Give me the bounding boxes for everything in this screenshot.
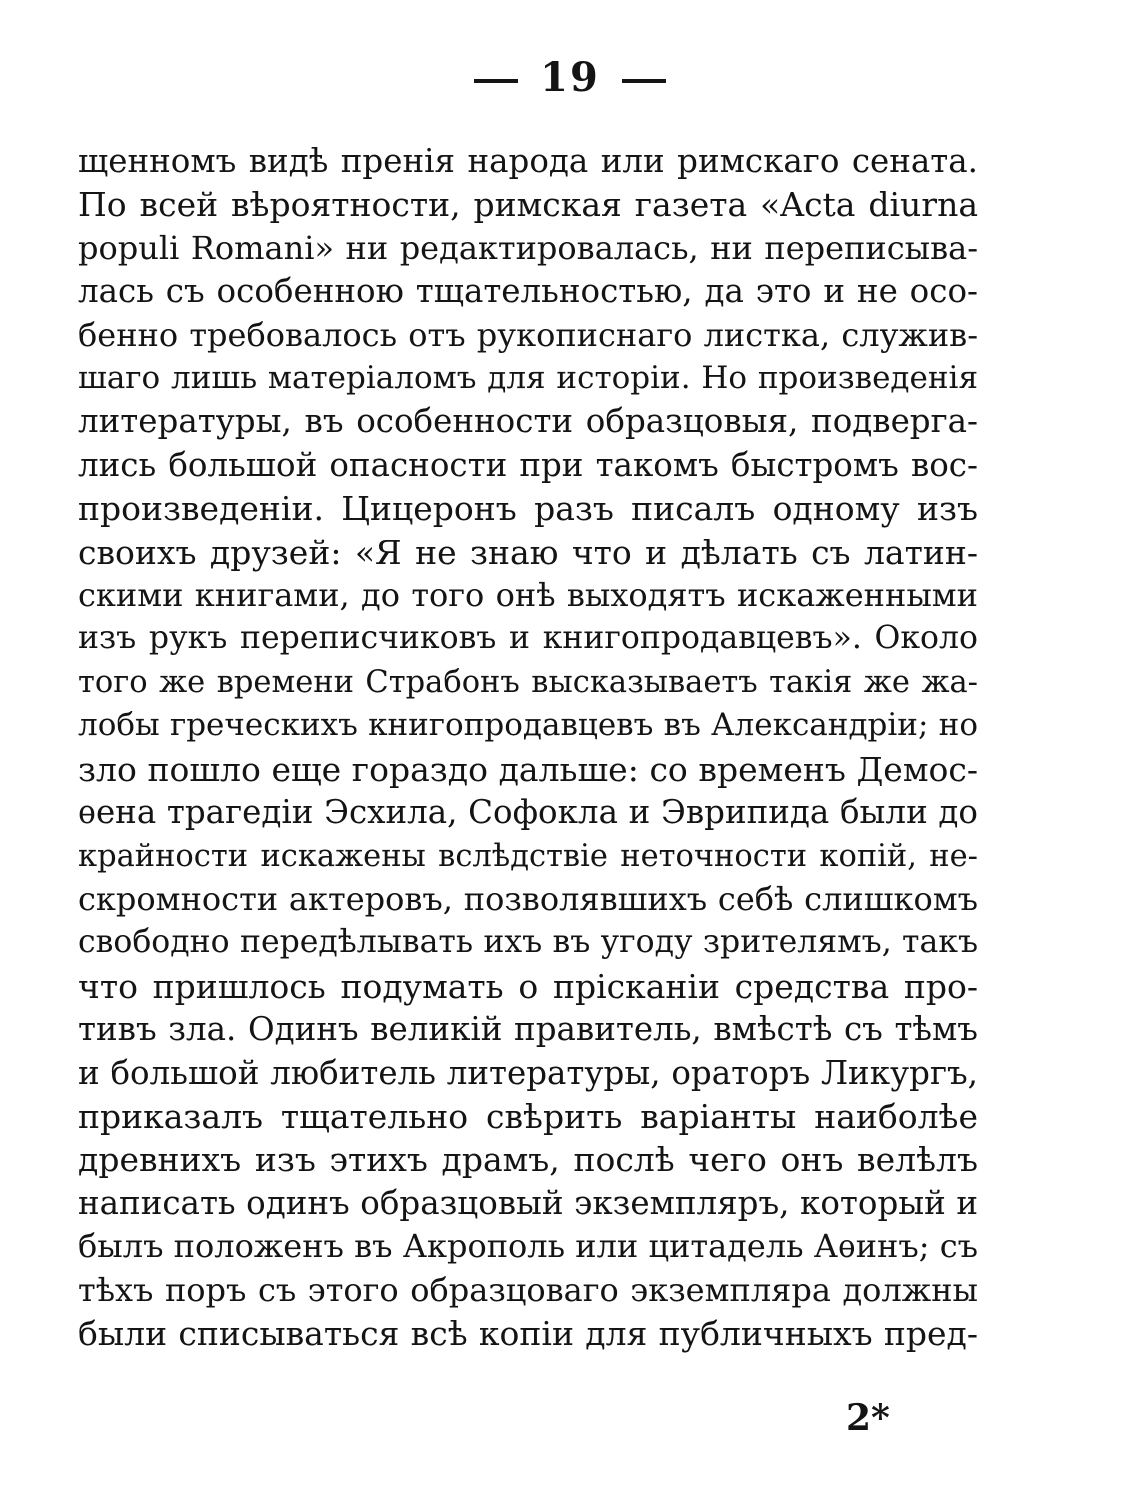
text-line: своихъ друзей: «Я не знаю что и дѣлать съ латин- [78, 532, 978, 572]
text-line: скромности актеровъ, позволявшихъ себѣ слишкомъ [78, 879, 978, 918]
text-line: и большой любитель литературы, ораторъ Ликургъ, [78, 1053, 978, 1092]
page-number: 19 [540, 54, 600, 101]
text-line: того же времени Страбонъ высказываетъ такія же жа- [78, 664, 978, 700]
text-line: лась съ особенною тщательностью, да это и не осо- [78, 272, 978, 311]
text-line: литературы, въ особенности образцовыя, подверга- [78, 402, 978, 441]
text-line: древнихъ изъ этихъ драмъ, послѣ чего онъ велѣлъ [78, 1140, 978, 1180]
right-dash [622, 79, 666, 83]
text-line: тивъ зла. Одинъ великій правитель, вмѣстѣ съ тѣмъ [78, 1010, 978, 1049]
text-line: крайности искажены вслѣдствіе неточности копій, не- [78, 838, 978, 874]
text-line: ѳена трагедіи Эсхила, Софокла и Эврипида были до [78, 793, 978, 832]
text-line: написать одинъ образцовый экземпляръ, который и [78, 1183, 978, 1222]
text-line: былъ положенъ въ Акрополь или цитадель Аѳинъ; съ [78, 1227, 978, 1266]
text-line: шаго лишь матеріаломъ для исторіи. Но произведенія [78, 360, 978, 397]
text-line: зло пошло еще гораздо дальше: со временъ Демос- [78, 749, 978, 789]
text-line: щенномъ видѣ пренія народа или римскаго сената. [78, 142, 978, 180]
signature-mark: 2* [846, 1397, 890, 1439]
text-line: тѣхъ поръ съ этого образцоваго экземпляра должны [78, 1270, 978, 1309]
text-line: приказалъ тщательно свѣрить варіанты наиболѣе [78, 1096, 978, 1136]
text-line: По всей вѣроятности, римская газета «Acta diurna [78, 185, 978, 225]
text-line: что пришлось подумать о прісканіи средства про- [78, 966, 978, 1006]
text-line: были списываться всѣ копіи для публичныхъ пред- [78, 1313, 978, 1353]
text-line: бенно требовалось отъ рукописнаго листка, служив- [78, 315, 978, 354]
text-line: populi Romani» ни редактировалась, ни переписыва- [78, 228, 978, 267]
body-text [78, 140, 978, 1355]
text-line: изъ рукъ переписчиковъ и книгопродавцевъ». Около [78, 620, 978, 657]
left-dash [474, 79, 518, 83]
page-header [0, 52, 1140, 104]
text-line: скими книгами, до того онѣ выходятъ искаженными [78, 576, 978, 615]
text-line: лись большой опасности при такомъ быстромъ вос- [78, 445, 978, 484]
text-line: свободно передѣлывать ихъ въ угоду зрителямъ, такъ [78, 924, 978, 961]
text-line: лобы греческихъ книгопродавцевъ въ Александріи; но [78, 707, 978, 744]
text-line: произведеніи. Цицеронъ разъ писалъ одному изъ [78, 489, 978, 529]
